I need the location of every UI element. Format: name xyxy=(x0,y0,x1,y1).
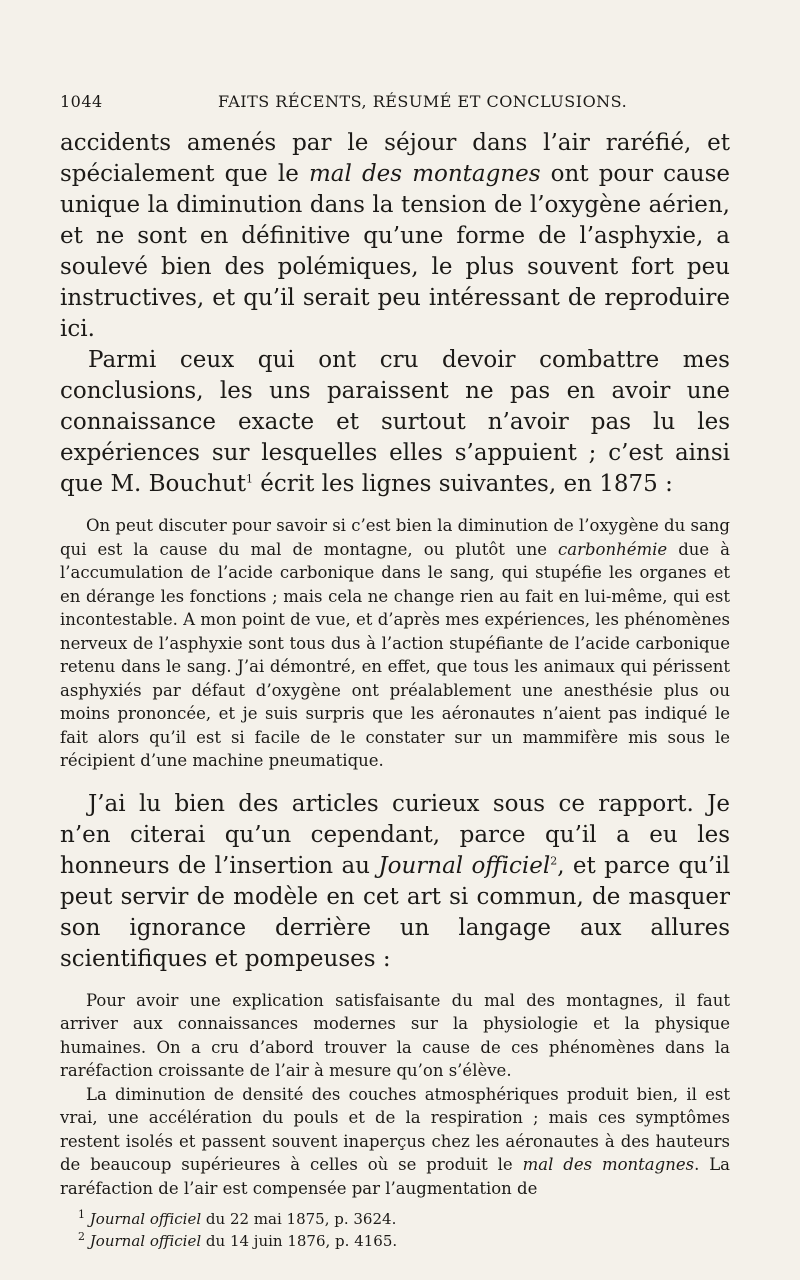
paragraph-journal-officiel: J’ai lu bien des articles curieux sous ce rapport. Je n’en citerai qu’un cependant, parce qu’il a eu les honneurs de l’insertion au Journal officiel$^2$, et parce qu’il peut servir de modèle en cet art si commun, de masquer son ignorance derrière un langage aux allures scientifiques et pompeuses : xyxy=(60,790,730,972)
quotation-journal-2: La diminution de densité des couches atmosphériques produit bien, il est vrai, une accélération du pouls et de la respiration ; mais ces symptômes restent isolés et passent souvent inaperçus chez les aéronautes à des hauteurs de beaucoup supérieures à celles où se produit le mal des montagnes. La raréfaction de l’air est compensée par l’augmentation de xyxy=(60,1084,730,1198)
paragraph-continued: accidents amenés par le séjour dans l’air raréfié, et spécialement que le mal des montagnes ont pour cause unique la diminution dans la tension de l’oxygène aérien, et ne sont en définitive qu’une forme de l’asphyxie, a soulevé bien des polémiques, le plus souvent fort peu instructives, et qu’il serait peu intéressant de reproduire ici. xyxy=(60,130,730,342)
paragraph-bouchut: Parmi ceux qui ont cru devoir combattre mes conclusions, les uns paraissent ne pas en avoir une connaissance exacte et surtout n’avoir pas lu les expériences sur lesquelles elles s’appuient ; c’est ainsi que M. Bouchut$^1$ écrit les lignes suivantes, en 1875 : xyxy=(60,347,730,497)
page-body xyxy=(60,128,730,1252)
footnote-ref-1: 1 xyxy=(245,472,253,486)
footnote: $^2$ Journal officiel du 14 juin 1876, p. 4165. xyxy=(78,1230,398,1250)
footnote-ref-2: 2 xyxy=(550,853,558,867)
footnote: $^1$ Journal officiel du 22 mai 1875, p. 3624. xyxy=(78,1208,397,1228)
footnotes xyxy=(60,1208,730,1252)
quotation-bouchut: On peut discuter pour savoir si c’est bien la diminution de l’oxygène du sang qui est la cause du mal de montagne, ou plutôt une carbonhémie due à l’accumulation de l’acide carbonique dans le sang, qui stupéfie les organes et en dérange les fonctions ; mais cela ne change rien au fait en lui-même, qui est incontestable. A mon point de vue, et d’après mes expériences, les phénomènes nerveux de l’asphyxie sont tous dus à l’action stupéfiante de l’acide carbonique retenu dans le sang. J’ai démontré, en effet, que tous les animaux qui périssent asphyxiés par défaut d’oxygène ont préalablement une anesthésie plus ou moins prononcée, et je suis surpris que les aéronautes n’aient pas indiqué le fait alors qu’il est si facile de le constater sur un mammifère mis sous le récipient d’une machine pneumatique. xyxy=(60,516,731,770)
quotation-journal-1: Pour avoir une explication satisfaisante du mal des montagnes, il faut arriver aux connaissances modernes sur la physiologie et la physique humaines. On a cru d’abord trouver la cause de ces phénomènes dans la raréfaction croissante de l’air à mesure qu’on s’élève. xyxy=(60,990,730,1080)
page-number: 1044 xyxy=(60,92,103,111)
running-title: FAITS RÉCENTS, RÉSUMÉ ET CONCLUSIONS. xyxy=(218,92,628,111)
